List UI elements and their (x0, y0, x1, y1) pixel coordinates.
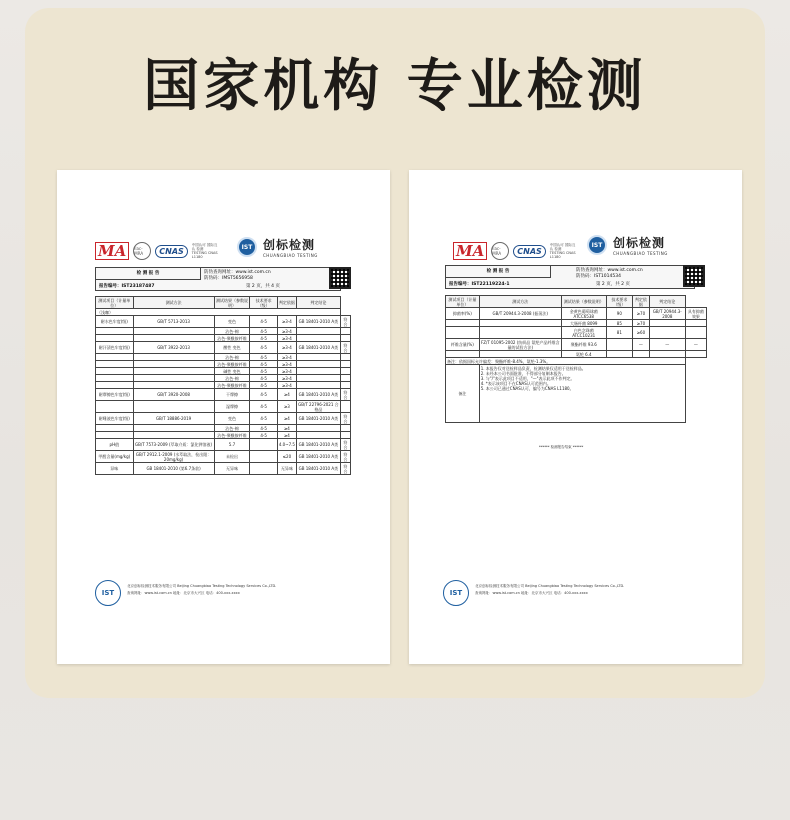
table-cell: ≥70 (633, 320, 650, 327)
table-cell: 无异味 (277, 463, 296, 475)
results-table (445, 295, 707, 423)
table-row (96, 354, 351, 361)
ist-logo-icon: IST (587, 235, 607, 255)
table-cell: GB 18401-2010 A类 (296, 389, 340, 401)
brand-name: 创标检测 (263, 238, 316, 252)
table-cell (296, 375, 340, 382)
cma-logo: MA (95, 242, 129, 260)
table-cell (685, 327, 706, 339)
table-cell (96, 425, 134, 432)
brand-name-en: CHUANGBIAO TESTING (613, 251, 668, 256)
table-cell (340, 382, 350, 389)
ilac-icon: ilac-MRA (491, 242, 509, 260)
table-cell (133, 382, 214, 389)
table-header-row (446, 296, 707, 308)
table-cell: 白色念珠菌 ATCC10231 (561, 327, 606, 339)
table-row (446, 308, 707, 320)
table-cell: 耐摩擦色牢度(级) (96, 389, 134, 401)
report-title: 检 测 报 告 (446, 266, 551, 278)
test-report-right (409, 170, 742, 664)
lab-brand (587, 234, 668, 256)
table-cell: 聚酯纤维 93.6 (561, 339, 606, 351)
table-cell (296, 335, 340, 342)
table-cell (340, 354, 350, 361)
cnas-logo: CNAS (155, 245, 188, 258)
table-cell: GB 18401-2010 A类 (296, 463, 340, 475)
table-cell (133, 401, 214, 413)
table-cell: 4-5 (250, 328, 277, 335)
column-header: 判定结论 (649, 296, 685, 308)
column-header: 测试结果（参数说明） (215, 297, 248, 308)
table-cell (96, 354, 134, 361)
table-cell: 81 (606, 327, 632, 339)
table-cell: 符合 (340, 389, 350, 401)
report-number: 报告编号：IST23187487 (99, 284, 155, 289)
table-cell (96, 382, 134, 389)
table-cell: 4-5 (250, 354, 277, 361)
table-cell: FZ/T 01095-2002 (纺织品 氨纶产品纤维含量的试验方法) (480, 339, 560, 350)
table-row (446, 351, 707, 358)
table-row (96, 432, 351, 439)
table-cell: 沾色-聚酰胺纤维 (214, 361, 250, 368)
brand-name: 创标检测 (613, 236, 666, 250)
ist-seal-icon: IST (443, 580, 469, 606)
table-cell (340, 425, 350, 432)
table-cell (133, 361, 214, 368)
table-cell (296, 368, 340, 375)
table-cell: 90 (606, 308, 632, 320)
table-cell (340, 368, 350, 375)
table-cell: ≥3-4 (277, 361, 296, 368)
note-row (446, 358, 707, 365)
column-header: 测试方法 (479, 296, 561, 308)
table-cell: ≥3-4 (277, 316, 296, 328)
table-cell (133, 425, 214, 432)
query-code: 防伪码：IST1014534 (576, 274, 621, 279)
report-title: 检 测 报 告 (96, 268, 201, 280)
lab-brand (237, 236, 318, 258)
table-row (446, 320, 707, 327)
table-cell (296, 382, 340, 389)
table-cell: 耐汗渍色牢度(级) (96, 342, 134, 354)
table-cell: 符合 (340, 342, 350, 354)
table-cell: 湿摩擦 (214, 401, 250, 413)
table-cell (479, 351, 561, 358)
report-header (445, 265, 695, 289)
table-cell (133, 328, 214, 335)
table-row (96, 425, 351, 432)
query-site: 防伪查询网址：www.ist.com.cn (204, 270, 271, 275)
table-cell (649, 351, 685, 358)
table-cell: GB 18401-2010 A类 (296, 316, 340, 328)
table-cell: ≥3-4 (277, 375, 296, 382)
table-cell: GB/T 22796-2021 合格品 (298, 401, 339, 412)
table-cell (446, 327, 480, 339)
table-cell (133, 432, 214, 439)
table-cell (340, 375, 350, 382)
qr-code[interactable] (683, 265, 705, 287)
table-cell: ≥70 (633, 308, 650, 320)
qr-code[interactable] (329, 267, 351, 289)
table-cell: 5.7 (214, 439, 250, 451)
table-cell (685, 351, 706, 358)
table-row (96, 389, 351, 401)
note-text: 备注：依据国标允许偏差：聚酯纤维-8.4%，氨纶-1.3%。 (446, 358, 686, 365)
table-cell: GB 18401-2010 A类 (296, 413, 340, 425)
table-cell (296, 361, 340, 368)
table-cell: 4-5 (250, 375, 277, 382)
ist-logo-icon: IST (237, 237, 257, 257)
remark-line: 5. 本公司已通过CNAS认可，编号为CNAS L1180。 (480, 385, 574, 391)
brand-name-en: CHUANGBIAO TESTING (263, 253, 318, 258)
table-cell: 4-5 (250, 382, 277, 389)
certification-logos (453, 240, 576, 262)
cnas-logo: CNAS (513, 245, 546, 258)
accreditation-text: 中国认可 国际互认 检测 TESTING CNAS L1180 (549, 243, 576, 259)
table-cell (633, 351, 650, 358)
table-cell: 4-5 (250, 413, 277, 425)
table-cell: — (633, 339, 650, 351)
table-cell: ≥4 (277, 389, 296, 401)
table-cell: 沾色-棉 (214, 328, 250, 335)
table-cell (96, 361, 134, 368)
table-cell: — (649, 339, 685, 351)
table-cell: 抑菌率(%) (446, 308, 480, 320)
column-header: 测试结果（参数说明） (561, 296, 606, 308)
query-code: 防伪码：IMST5656958 (204, 276, 253, 281)
table-cell (96, 368, 134, 375)
table-row (96, 316, 351, 328)
page-number: 第 2 页，共 2 页 (596, 282, 630, 287)
table-cell: ≥3-4 (277, 368, 296, 375)
table-cell (340, 328, 350, 335)
table-cell: 干摩擦 (214, 389, 250, 401)
table-cell: 耐唾液色牢度(级) (96, 413, 134, 425)
table-cell: ≥4 (277, 413, 296, 425)
table-cell: 沾色-棉 (214, 425, 250, 432)
table-row (96, 335, 351, 342)
table-row (96, 382, 351, 389)
table-cell: ≥3-4 (277, 342, 296, 354)
table-cell: ≥3-4 (277, 328, 296, 335)
table-cell (250, 439, 277, 451)
table-cell: 酸性 变色 (214, 342, 250, 354)
table-cell: 异味 (96, 463, 134, 475)
table-cell: GB/T 18886-2019 (133, 413, 214, 425)
table-cell: 变色 (214, 413, 250, 425)
headline: 国家机构 专业检测 (143, 54, 647, 119)
table-row (96, 328, 351, 335)
table-cell: 符合 (340, 439, 350, 451)
footer-company: 北京创标检测技术服务有限公司 Beijing Chuangbiao Testing Technology Services Co.,LTD. (127, 584, 277, 588)
column-header: 判定结论 (296, 297, 340, 309)
certification-logos (95, 240, 218, 262)
table-row (96, 401, 351, 413)
table-cell: 4.0~7.5 (277, 439, 296, 451)
table-cell: GB 18401-2010 A类 (296, 439, 340, 451)
table-cell (133, 375, 214, 382)
table-cell: 符合 (340, 316, 350, 328)
report-header (95, 267, 341, 291)
report-end-line: ****** 检测报告结束 ****** (539, 445, 584, 449)
table-row (446, 339, 707, 351)
table-cell (446, 320, 480, 327)
table-cell (133, 335, 214, 342)
table-cell: 氨纶 6.4 (561, 351, 606, 358)
table-cell (340, 432, 350, 439)
table-cell: 金黄色葡萄球菌 ATCC6538 (561, 308, 606, 320)
table-cell (340, 335, 350, 342)
table-cell (685, 320, 706, 327)
table-cell: GB/T 7573-2009 (萃取介质：氯化钾溶液) (133, 439, 214, 451)
table-cell: 4-5 (250, 368, 277, 375)
table-row (96, 368, 351, 375)
accreditation-text: 中国认可 国际互认 检测 TESTING CNAS L1180 (191, 243, 218, 259)
remarks-cell (479, 365, 685, 423)
table-cell: 4-5 (250, 432, 277, 439)
table-cell: 符合 (340, 413, 350, 425)
table-cell (296, 354, 340, 361)
table-cell (606, 339, 632, 351)
table-cell (96, 432, 134, 439)
table-cell: 85 (606, 320, 632, 327)
table-cell: ≥3-4 (277, 382, 296, 389)
table-cell (479, 327, 561, 339)
table-cell (340, 401, 350, 413)
table-cell (133, 354, 214, 361)
ilac-icon: ilac-MRA (133, 242, 151, 260)
table-row (96, 463, 351, 475)
test-report-left (57, 170, 390, 664)
remarks-row (446, 365, 707, 423)
table-cell: GB/T 20944.3-2008 (649, 308, 685, 320)
table-cell: 未检出 (214, 451, 250, 463)
table-cell: 甲醛含量(mg/kg) (96, 451, 134, 463)
table-cell: GB/T 3920-2008 (133, 389, 214, 401)
table-cell: 符合 (340, 451, 350, 463)
table-row (96, 342, 351, 354)
column-header: 测试项目（计量单位） (446, 296, 480, 308)
table-cell (340, 361, 350, 368)
table-cell: ≥4 (277, 432, 296, 439)
remark-line: 1. 本报告仅对送检样品负责，检测结果仅适用于送检样品。 (480, 365, 586, 371)
table-cell: GB/T 2912.1-2009 (水萃取法，检出限：20mg/kg) (133, 451, 214, 463)
report-number: 报告编号：IST22119224-1 (449, 282, 510, 287)
table-header-row (96, 297, 351, 309)
table-cell: ≥3 (277, 401, 296, 413)
table-cell: GB/T 5713-2013 (133, 316, 214, 328)
table-cell: 无异味 (214, 463, 250, 475)
table-cell (96, 328, 134, 335)
table-cell: 沾色-聚酰胺纤维 (214, 335, 250, 342)
table-cell: GB 18401-2010 (第6.7条款) (133, 463, 214, 475)
column-header: 技术要求（级） (250, 297, 277, 309)
table-cell (649, 320, 685, 327)
table-cell: 4-5 (250, 342, 277, 354)
table-cell: — (685, 339, 706, 351)
table-cell: 大肠杆菌 8099 (561, 320, 606, 327)
table-cell: 耐水色牢度(级) (96, 316, 134, 328)
table-cell: 沾色-聚酰胺纤维 (214, 382, 250, 389)
table-cell: ≥3-4 (277, 354, 296, 361)
table-cell: 沾色-棉 (214, 375, 250, 382)
table-row (96, 361, 351, 368)
table-cell: 碱性 变色 (214, 368, 250, 375)
table-row (96, 439, 351, 451)
remark-line: 3. 与"/"表示此项目不适用，"—"表示此项不作判定。 (480, 375, 575, 381)
table-cell (96, 401, 134, 413)
table-cell: ≥60 (633, 327, 650, 339)
column-header: 测试项目（计量单位） (96, 297, 134, 309)
table-cell (606, 351, 632, 358)
table-row (446, 327, 707, 339)
table-cell (250, 451, 277, 463)
table-cell: GB/T 3922-2013 (133, 342, 214, 354)
table-cell (296, 425, 340, 432)
table-cell (446, 351, 480, 358)
table-cell (479, 320, 561, 327)
table-cell: ≥4 (277, 425, 296, 432)
table-cell: 4-5 (250, 335, 277, 342)
table-cell (96, 335, 134, 342)
table-cell (133, 368, 214, 375)
table-cell: 沾色-聚酰胺纤维 (214, 432, 250, 439)
table-cell: 变色 (214, 316, 250, 328)
table-cell (96, 375, 134, 382)
table-row (96, 413, 351, 425)
table-cell: 具有抑菌效果 (685, 308, 706, 320)
remark-line: 2. 未经本公司书面批准，不得部分复制本报告。 (480, 370, 566, 376)
table-row (96, 375, 351, 382)
table-row (96, 451, 351, 463)
cma-logo: MA (453, 242, 487, 260)
footer-contact: 查询网址：www.ist.com.cn 地址：北京市大兴区 电话：400-xxx-xxxx (127, 591, 240, 595)
remarks-label: 备注 (446, 365, 480, 423)
table-cell: 符合 (340, 463, 350, 475)
page-number: 第 2 页，共 4 页 (246, 284, 280, 289)
footer-contact: 查询网址：www.ist.com.cn 地址：北京市大兴区 电话：400-xxx-xxxx (475, 591, 588, 595)
table-cell: GB 18401-2010 A类 (296, 342, 340, 354)
table-section-row (96, 309, 351, 316)
table-cell (296, 432, 340, 439)
query-site: 防伪查询网址：www.ist.com.cn (576, 268, 643, 273)
table-cell (250, 463, 277, 475)
table-cell: 4-5 (250, 425, 277, 432)
table-cell: ≥3-4 (277, 335, 296, 342)
column-header: 测试方法 (133, 297, 214, 309)
table-cell: 4-5 (250, 401, 277, 413)
table-cell (296, 328, 340, 335)
table-cell (649, 327, 685, 339)
table-cell: ≤20 (277, 451, 296, 463)
table-cell: 纤维含量(%) (446, 339, 480, 351)
table-cell: 4-5 (250, 316, 277, 328)
column-header: 判定依据 (277, 297, 296, 309)
footer-company: 北京创标检测技术服务有限公司 Beijing Chuangbiao Testing Technology Services Co.,LTD. (475, 584, 625, 588)
section-label: （浅咖） (96, 309, 341, 316)
table-cell: GB/T 20944.3-2008 (振荡法) (479, 308, 561, 320)
table-cell: GB 18401-2010 A类 (296, 451, 340, 463)
table-cell: pH值 (96, 439, 134, 451)
results-table (95, 296, 351, 475)
table-cell: 4-5 (250, 361, 277, 368)
column-header: 技术要求（级） (606, 296, 632, 308)
table-cell: 4-5 (250, 389, 277, 401)
ist-seal-icon: IST (95, 580, 121, 606)
remark-line: 4. *表示该项目不在CNAS认可范围内。 (480, 380, 551, 386)
column-header: 判定依据 (633, 296, 650, 308)
table-cell: 沾色-棉 (214, 354, 250, 361)
